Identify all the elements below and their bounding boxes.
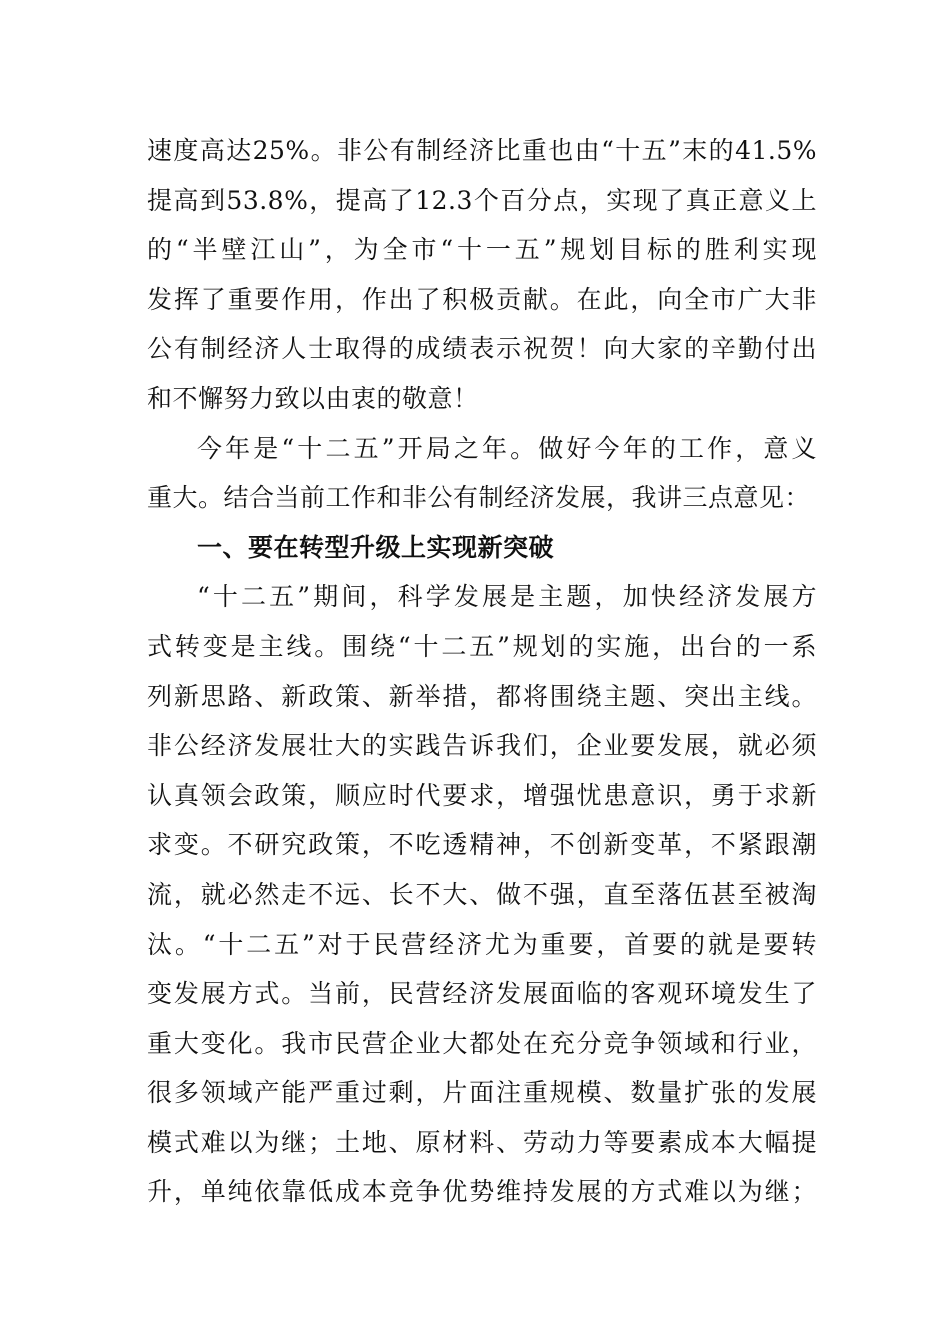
text-line: 公有制经济人士取得的成绩表示祝贺！向大家的辛勤付出 xyxy=(147,334,817,364)
section-heading: 一、要在转型升级上实现新突破 xyxy=(197,532,555,562)
text-line: 速度高达25%。非公有制经济比重也由“十五”末的41.5% xyxy=(147,136,817,165)
text-line: 今年是“十二五”开局之年。做好今年的工作，意义 xyxy=(197,433,817,463)
body-text xyxy=(147,126,817,1217)
text-line: 汰。“十二五”对于民营经济尤为重要，首要的就是要转 xyxy=(147,929,817,959)
text-line: 很多领域产能严重过剩，片面注重规模、数量扩张的发展 xyxy=(147,1078,817,1108)
text-line: 提高到53.8%，提高了12.3个百分点，实现了真正意义上 xyxy=(147,185,817,215)
text-line: 认真领会政策，顺应时代要求，增强忧患意识，勇于求新 xyxy=(147,780,817,810)
text-line: “十二五”期间，科学发展是主题，加快经济发展方 xyxy=(197,582,817,612)
text-line: 式转变是主线。围绕“十二五”规划的实施，出台的一系 xyxy=(147,631,817,661)
text-line: 重大变化。我市民营企业大都处在充分竞争领域和行业， xyxy=(147,1028,817,1058)
text-line: 列新思路、新政策、新举措，都将围绕主题、突出主线。 xyxy=(147,681,817,711)
text-line: 流，就必然走不远、长不大、做不强，直至落伍甚至被淘 xyxy=(147,879,817,909)
text-line: 求变。不研究政策，不吃透精神，不创新变革，不紧跟潮 xyxy=(147,830,817,860)
text-line: 升，单纯依靠低成本竞争优势维持发展的方式难以为继； xyxy=(147,1177,817,1207)
text-line: 发挥了重要作用，作出了积极贡献。在此，向全市广大非 xyxy=(147,284,817,314)
text-line: 非公经济发展壮大的实践告诉我们，企业要发展，就必须 xyxy=(147,731,817,761)
text-line: 变发展方式。当前，民营经济发展面临的客观环境发生了 xyxy=(147,979,817,1009)
text-line: 模式难以为继；土地、原材料、劳动力等要素成本大幅提 xyxy=(147,1127,817,1157)
text-line: 重大。结合当前工作和非公有制经济发展，我讲三点意见： xyxy=(147,483,811,513)
text-line: 的“半壁江山”，为全市“十一五”规划目标的胜利实现 xyxy=(147,235,817,265)
text-line: 和不懈努力致以由衷的敬意！ xyxy=(147,383,479,413)
